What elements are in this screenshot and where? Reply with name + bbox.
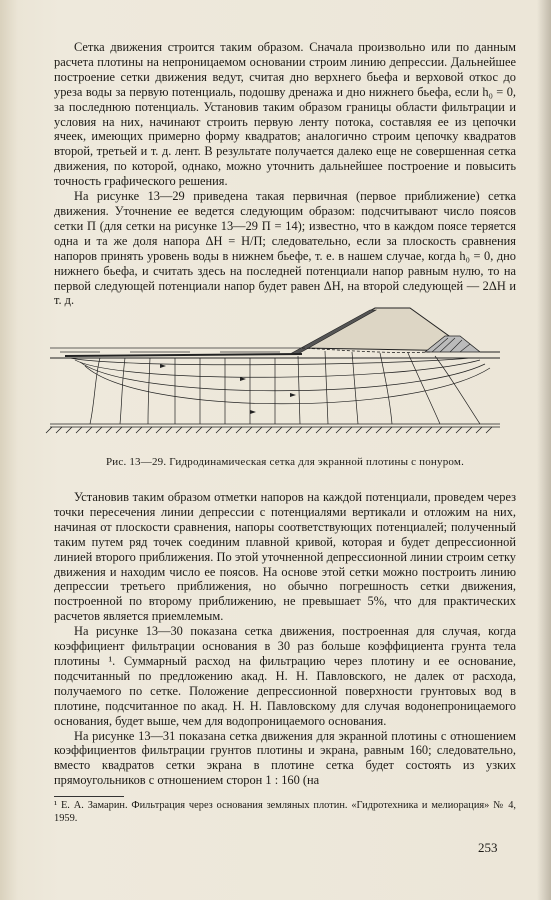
- paragraph: На рисунке 13—29 приведена такая первичная (первое приближение) сетка движения. Уточнение ее ведется следующим образом: подсчитывают число поясов сетки П (для сетки на рисунке 13—29 П = 14); известно, что в каждом поясе теряется одна и та же доля напора ΔH = H/П; следовательно, если за плоскость сравнения напоров принять уровень воды в нижнем бьефе, т. е. в нашем случае, когда h₀ = 0, дно нижнего бьефа, и считать здесь на последней потенциали напор равным нулю, то на первой следующей потенциали напор будет равен ΔH, на второй следующей — 2ΔH и т. д.: [54, 189, 516, 308]
- paragraph: На рисунке 13—31 показана сетка движения для экранной плотины с отношением коэффициентов фильтрации грунтов плотины и экрана, равным 160; следовательно, вместо квадратов сетки экрана в плотине сетка будет состоять из узких прямоугольников с отношением сторон 1 : 160 (на: [54, 728, 516, 788]
- equipotential-lines: [90, 351, 480, 424]
- page-edge-shadow: [537, 0, 551, 900]
- pond-blanket: [65, 354, 302, 356]
- figure-13-29: [40, 296, 510, 476]
- paragraph: Установив таким образом отметки напоров на каждой потенциали, проведем через точки пересечения линии депрессии с потенциалями вертикали и отложим на них, начиная от плоскости сравнения, напоры соответствующих потенциалей; полученный таким путем ряд точек соединим плавной кривой, которая и будет депрессионной линией второго приближения. По этой уточненной депрессионной линии строим сетку движения и находим число ее поясов. На основе этой сетки можно построить линию депрессии третьего приближения, но обычно погрешность сетки движения, построенной по второму приближению, не превышает 5%, что для практических расчетов является приемлемым.: [54, 490, 516, 624]
- paragraph: На рисунке 13—30 показана сетка движения, построенная для случая, когда коэффициент фильтрации основания в 30 раз больше коэффициента грунта тела плотины ¹. Суммарный расход на фильтрацию через плотину и ее основание, подсчитанный по предложению акад. Н. Н. Павловского, не далек от расхода, получаемого по сетке. Положение депрессионной поверхности грунтовых вод в плотине, подсчитанное по акад. Н. Н. Павловскому для случая водонепроницаемого основания, будет выше, чем для водопроницаемого основания.: [54, 624, 516, 728]
- footnote: ¹ Е. А. Замарин. Фильтрация через основания земляных плотин. «Гидротехника и мелиорация» № 4, 1959.: [54, 800, 516, 824]
- page-number: 253: [478, 840, 498, 855]
- flow-net-diagram: [40, 296, 510, 456]
- impervious-base: [46, 427, 500, 433]
- text-block-top: [54, 40, 516, 308]
- text-block-bottom: [54, 490, 516, 788]
- flow-arrows: [160, 364, 296, 414]
- figure-caption: Рис. 13—29. Гидродинамическая сетка для экранной плотины с понуром.: [105, 456, 465, 468]
- footnote-divider: [54, 796, 124, 797]
- paragraph: Сетка движения строится таким образом. Сначала произвольно или по данным расчета плотины на непроницаемом основании строим линию депрессии. Дальнейшее построение сетки движения ведут, считая дно верхнего бьефа и верховой откос до уреза воды за первую потенциаль, подошву дренажа и дно нижнего бьефа, если h₀ = 0, за последнюю потенциаль. Установив таким образом границы области фильтрации и условия на них, начинают строить первую ленту потока, составляя ее из цепочки ячеек, имеющих примерно форму квадратов; аналогично строим цепочку квадратов второй, третьей и т. д. лент. В результате получается далеко еще не совершенная сетка движения, по которой, однако, можно уточнить дальнейшее построение и повысить точность графического решения.: [54, 40, 516, 189]
- upstream-water: [50, 348, 302, 352]
